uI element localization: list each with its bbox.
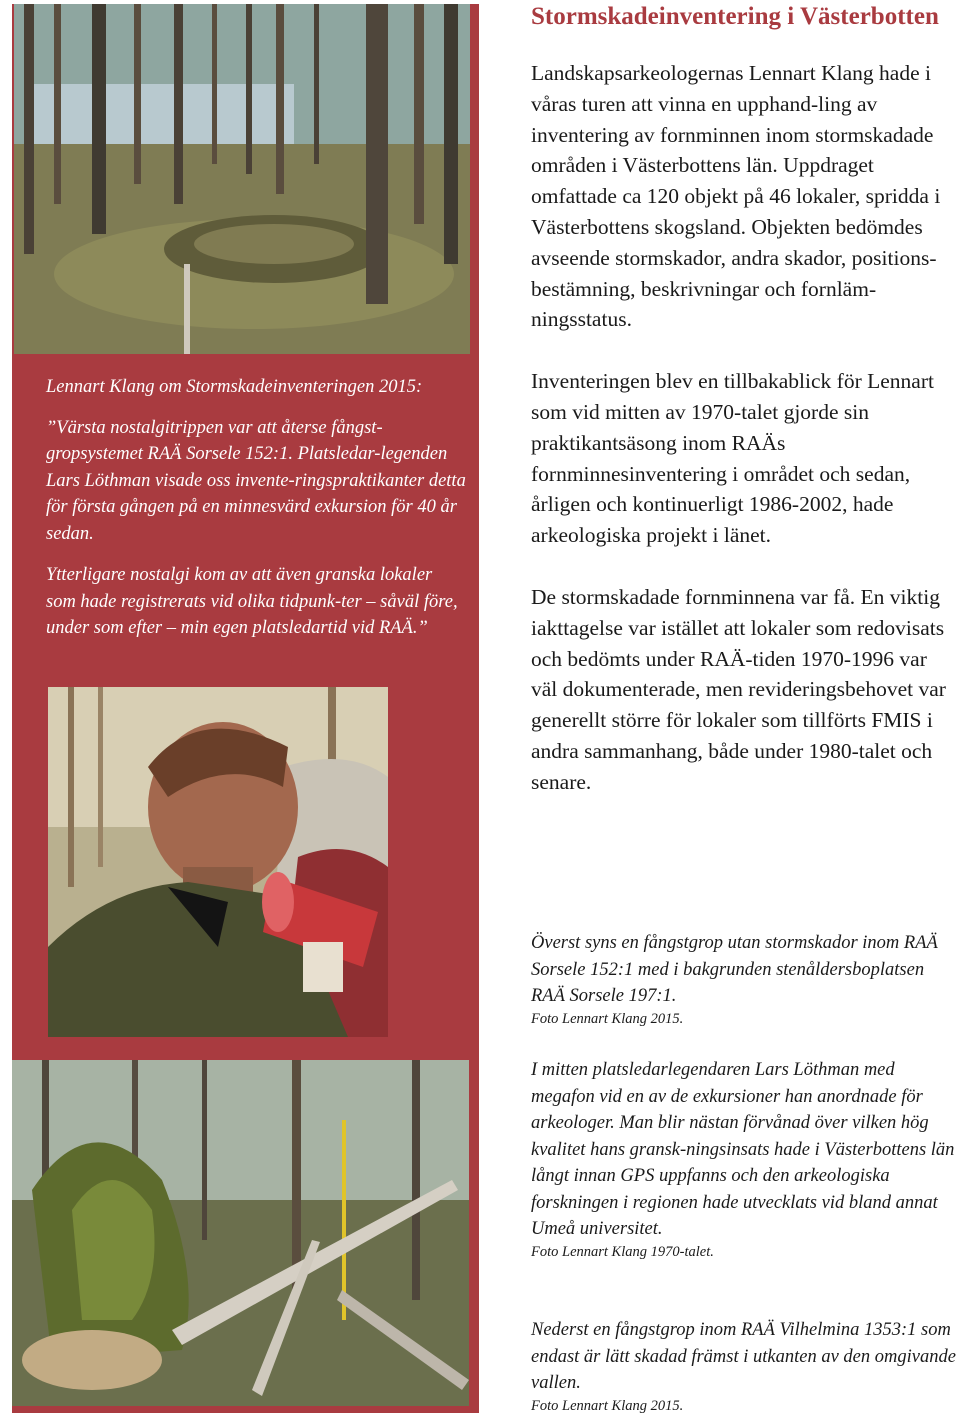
quote-block [46,374,466,642]
article-title: Stormskadeinventering i Västerbotten [531,3,939,30]
quote-paragraph-1: ”Värsta nostalgitrippen var att återse fångst-gropsystemet RAÄ Sorsele 152:1. Platsledar-legenden Lars Löthman visade oss invente-ringspraktikanter detta för första gången på en minnesvärd exkursion för 40 år sedan. [46,417,466,544]
article-paragraph: Landskapsarkeologernas Lennart Klang hade i våras turen att vinna en upphand-ling av inventering av fornminnen inom stormskadade områden i Västerbottens län. Uppdraget omfattade ca 120 objekt på 46 lokaler, spridda i Västerbottens skogsland. Objekten bedömdes avseende stormskador, andra skador, positions-bestämning, beskrivningar och fornläm-ningsstatus. [531,61,941,332]
caption-text: Nederst en fångstgrop inom RAÄ Vilhelmina 1353:1 som endast är lätt skadad främst i utkanten av den omgivande vallen. [531,1320,956,1393]
caption-middle-photo [531,1057,960,1262]
photo-credit: Foto Lennart Klang 2015. [531,1010,684,1027]
article-paragraph: Inventeringen blev en tillbakablick för Lennart som vid mitten av 1970-talet gjorde sin praktikantsäsong inom RAÄs fornminnesinventering i området och sedan, årligen och kontinuerligt 1986-2002, hade arkeologiska projekt i länet. [531,369,934,548]
caption-bottom-photo [531,1317,960,1416]
caption-text: Överst syns en fångstgrop utan stormskador inom RAÄ Sorsele 152:1 med i bakgrunden stenåldersboplatsen RAÄ Sorsele 197:1. [531,933,938,1006]
photo-windthrow-trapping-pit [12,1060,469,1406]
photo-credit: Foto Lennart Klang 2015. [531,1397,684,1414]
caption-text: I mitten platsledarlegendaren Lars Löthman med megafon vid en av de exkursioner han anordnade för arkeologer. Man blir nästan förvånad över vilken hög kvalitet hans gransk-ningsinsats hade i Västerbottens län långt innan GPS uppfanns och den arkeologiska forskningen i regionen hade utvecklats vid bland annat Umeå universitet. [531,1060,955,1239]
article-paragraph: De stormskadade fornminnena var få. En viktig iakttagelse var istället att lokaler som redovisats och bedömts under RAÄ-tiden 1970-1996 var väl dokumenterade, men revideringsbehovet var generellt större för lokaler som tillförts FMIS i andra sammanhang, både under 1980-talet och senare. [531,584,946,794]
article-body [531,58,956,829]
photo-trapping-pit-forest [14,4,470,354]
quote-heading: Lennart Klang om Stormskadeinventeringen 2015: [46,377,423,397]
quote-paragraph-2: Ytterligare nostalgi kom av att även granska lokaler som hade registrerats vid olika tidpunk-ter – såväl före, under som efter – min egen platsledartid vid RAÄ.” [46,565,458,638]
photo-man-with-megaphone [48,687,388,1037]
photo-credit: Foto Lennart Klang 1970-talet. [531,1243,714,1260]
caption-top-photo [531,930,960,1029]
